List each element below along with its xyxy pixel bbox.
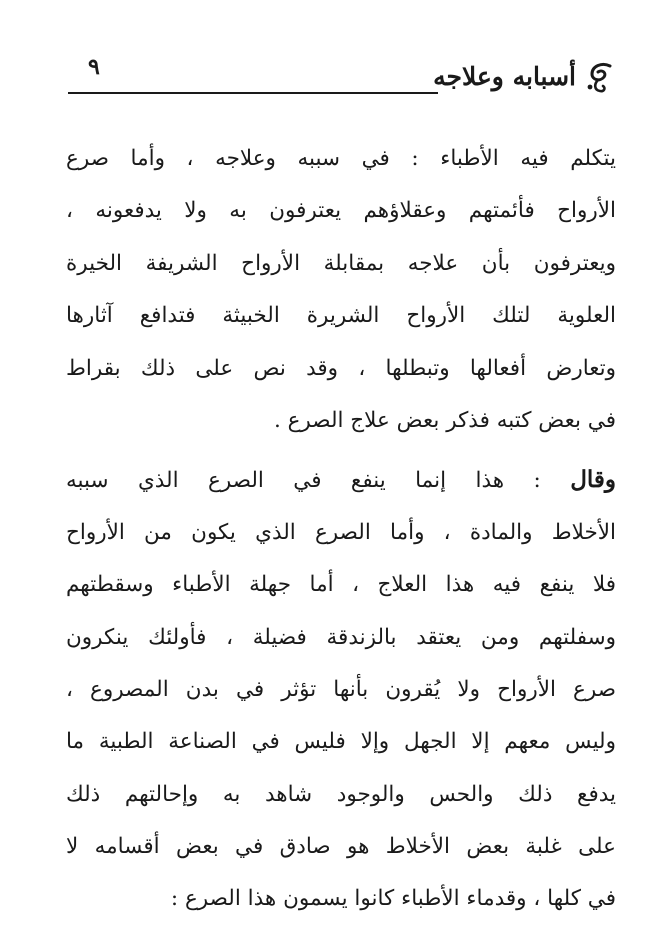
text-line: في كلها ، وقدماء الأطباء كانوا يسمون هذا الصرع : (170, 886, 616, 912)
paragraph (66, 454, 616, 926)
text-line: فلا ينفع فيه هذا العلاج ، أما جهلة الأطباء وسقطتهم (66, 572, 616, 598)
text-line: يدفع ذلك والحس والوجود شاهد به وإحالتهم ذلك (66, 781, 616, 807)
text-line: على غلبة بعض الأخلاط هو صادق في بعض أقسامه لا (66, 834, 616, 860)
text-line: وليس معهم إلا الجهل وإلا فليس في الصناعة الطبية ما (66, 729, 616, 755)
text-line: يتكلم فيه الأطباء : في سببه وعلاجه ، وأما صرع (66, 146, 616, 171)
page-header (68, 52, 614, 100)
text-line: في بعض كتبه فذكر بعض علاج الصرع . (273, 407, 616, 433)
paragraph (66, 133, 616, 447)
text-line: الأخلاط والمادة ، وأما الصرع الذي يكون من الأرواح (66, 519, 616, 545)
body-text (66, 133, 616, 926)
text-line: الأرواح فأئمتهم وعقلاؤهم يعترفون به ولا يدفعونه ، (66, 198, 616, 224)
lead-word: وقال (570, 466, 617, 494)
text-line (66, 454, 616, 506)
chapter-title: أسبابه وعلاجه (433, 62, 576, 91)
paragraph-gap (66, 447, 616, 454)
page-number: ٩ (88, 54, 100, 80)
text-line: وسفلتهم ومن يعتقد بالزندقة فضيلة ، فأولئك ينكرون (66, 624, 616, 650)
text-run: : هذا إنما ينفع في الصرع الذي سببه (66, 468, 541, 494)
header-rule (68, 92, 438, 94)
text-line: العلوية لتلك الأرواح الشريرة الخبيثة فتدافع آثارها (66, 303, 616, 329)
text-line: ويعترفون بأن علاجه بمقابلة الأرواح الشريفة الخيرة (66, 250, 616, 276)
flourish-icon (584, 60, 614, 94)
text-line: وتعارض أفعالها وتبطلها ، وقد نص على ذلك بقراط (66, 355, 616, 381)
text-line: صرع الأرواح ولا يُقرون بأنها تؤثر في بدن المصروع ، (66, 676, 616, 702)
